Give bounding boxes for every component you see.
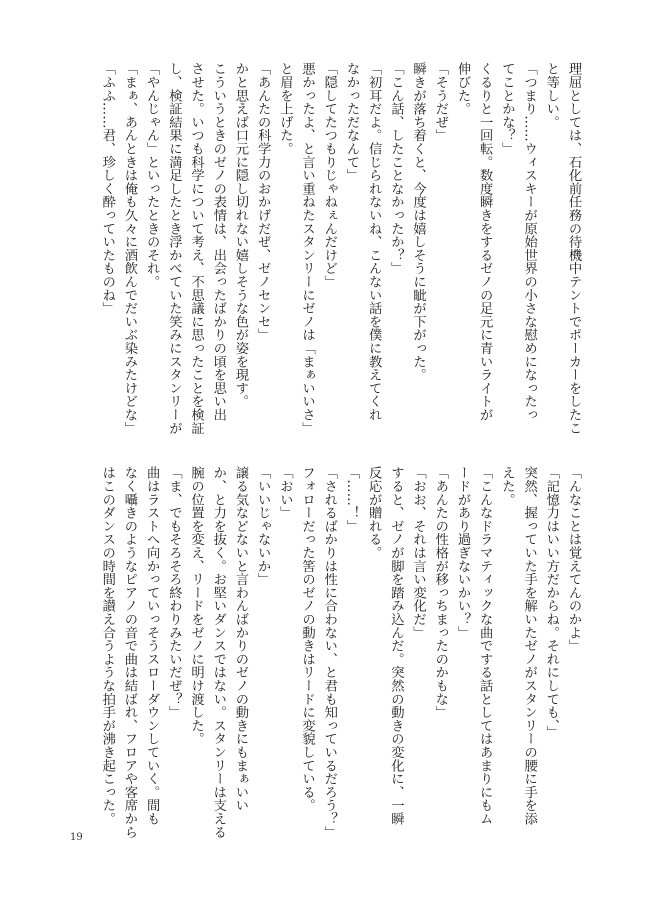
text-line: と眉を上げた。 bbox=[277, 62, 293, 156]
text-line: 曲はラストへ向かっていっそうスローダウンしていく。間も bbox=[144, 466, 160, 826]
text-line: 「隠してたつもりじゃねぇんだけど」 bbox=[321, 62, 337, 289]
text-line: はこのダンスの時間を讃え合うような拍手が沸き起こった。 bbox=[99, 466, 115, 826]
text-line: 「こん話、したことなかったか？」 bbox=[388, 62, 404, 275]
text-line: 「あんたの性格が移っちまったのかもな」 bbox=[432, 466, 448, 719]
text-line: 「まぁ、あんときは俺も久々に酒飲んでだいぶ染みたけどな」 bbox=[121, 62, 137, 435]
text-line: フォローだった筈のゼノの動きはリードに変貌している。 bbox=[299, 466, 315, 812]
text-line: てことかな？」 bbox=[499, 62, 515, 156]
text-line: 伸びた。 bbox=[454, 62, 470, 116]
text-line: 理屈としては、石化前任務の待機中テントでポーカーをしたこ bbox=[566, 62, 581, 435]
text-line: 「ふふ……君、珍しく酔っていたものね」 bbox=[99, 62, 115, 315]
text-line: 譲る気などないと言わんばかりのゼノの動きにもまぁいい bbox=[232, 466, 248, 812]
text-line: えた。 bbox=[499, 466, 515, 506]
text-line: かと思えば口元に隠し切れない嬉しそうな色が姿を現す。 bbox=[232, 62, 248, 408]
lower-text-block bbox=[96, 466, 584, 839]
text-line: 「ま、でもそろそろ終わりみたいだぜ？」 bbox=[166, 466, 182, 719]
upper-text-block bbox=[96, 62, 584, 462]
text-line: 瞬きが落ち着くと、今度は嬉しそうに眦が下がった。 bbox=[410, 62, 426, 382]
text-line: 「されるばかりは性に合わない、と君も知っているだろう？」 bbox=[321, 466, 337, 839]
text-line: させた。いつも科学について考え、不思議に思ったことを検証 bbox=[188, 62, 204, 435]
text-line: と等しい。 bbox=[543, 62, 559, 129]
text-line: 「そうだぜ」 bbox=[432, 62, 448, 142]
text-line: 「おお、それは言い変化だ」 bbox=[410, 466, 426, 639]
text-line: 「……！」 bbox=[343, 466, 359, 533]
text-line: こういうときのゼノの表情は、出会ったばかりの頃を思い出 bbox=[210, 62, 226, 422]
text-line: 「つまり……ウィスキーが原始世界の小さな慰めになったっ bbox=[521, 62, 537, 422]
text-line: 「記憶力はいい方だからね。それにしても、」 bbox=[543, 466, 559, 739]
text-line: なかっただなんて」 bbox=[343, 62, 359, 182]
text-line: ードがあり過ぎないかい？」 bbox=[454, 466, 470, 639]
page-number: 19 bbox=[70, 832, 83, 843]
text-line: 「こんなドラマティックな曲でする話としてはあまりにもム bbox=[477, 466, 493, 826]
text-line: 「初耳だよ。信じられないね、こんない話を僕に教えてくれ bbox=[366, 62, 382, 422]
text-line: 「あんたの科学力のおかげだぜ、ゼノセンセ」 bbox=[255, 62, 271, 342]
text-line: 「いいじゃないか」 bbox=[255, 466, 271, 586]
text-line: すると、ゼノが脚を踏み込んだ。突然の動きの変化に、一瞬 bbox=[388, 466, 404, 826]
text-line: か、と力を抜く。お堅いダンスではない。スタンリーは支える bbox=[210, 466, 226, 839]
text-line: し、検証結果に満足したとき浮かべていた笑みにスタンリーが bbox=[166, 62, 182, 435]
text-line: 突然、握っていた手を解いたゼノがスタンリーの腰に手を添 bbox=[521, 466, 537, 826]
text-line: 腕の位置を変え、リードをゼノに明け渡した。 bbox=[188, 466, 204, 746]
text-line: くるりと一回転。数度瞬きをするゼノの足元に青いライトが bbox=[477, 62, 493, 422]
text-line: 「んなことは覚えてんのかよ」 bbox=[566, 466, 581, 653]
text-line: 「おい」 bbox=[277, 466, 293, 520]
text-line: なく囁きのようなピアノの音で曲は結ばれ、フロアや客席から bbox=[121, 466, 137, 839]
text-line: 「やんじゃん」といったときのそれ。 bbox=[144, 62, 160, 289]
text-line: 悪かったよ、と言い重ねたスタンリーにゼノは「まぁいいさ」 bbox=[299, 62, 315, 435]
text-line: 反応が贈れる。 bbox=[366, 466, 382, 560]
